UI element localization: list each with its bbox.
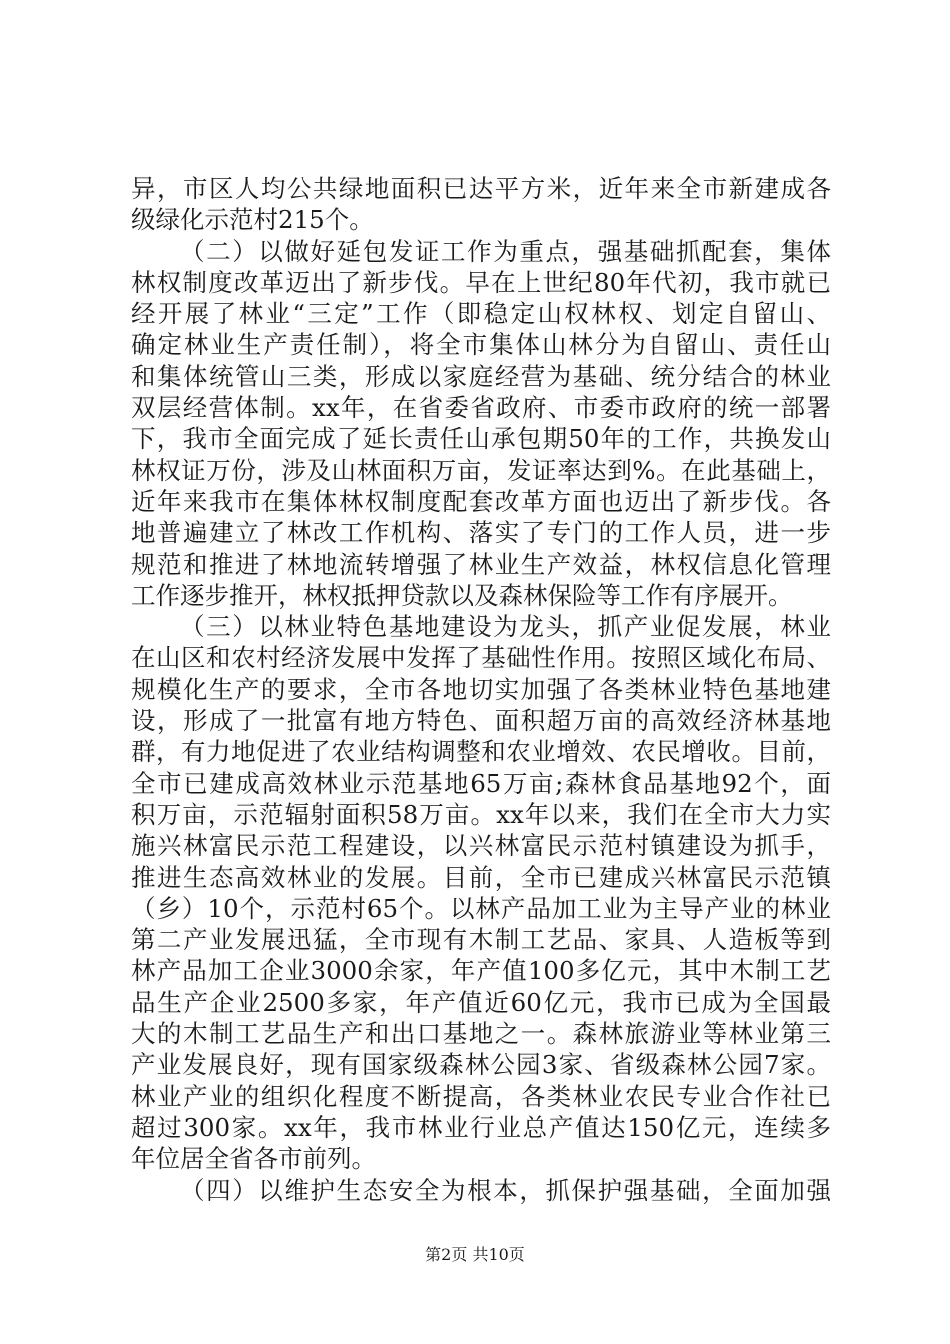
text-line: 工作逐步推开，林权抵押贷款以及森林保险等工作有序展开。 <box>131 580 793 610</box>
text-line: 双层经营体制。xx年，在省委省政府、市委市政府的统一部署 <box>131 393 831 423</box>
text-line: 和集体统管山三类，形成以家庭经营为基础、统分结合的林业 <box>131 361 831 391</box>
document-body <box>131 173 831 1206</box>
page-number-footer: 第2页 共10页 <box>425 1245 525 1264</box>
text-line: 超过300家。xx年，我市林业行业总产值达150亿元，连续多 <box>131 1112 831 1142</box>
text-line: （乡）10个，示范村65个。以林产品加工业为主导产业的林业 <box>131 893 831 923</box>
text-line: 近年来我市在集体林权制度配套改革方面也迈出了新步伐。各 <box>131 486 831 516</box>
text-line: 林权制度改革迈出了新步伐。早在上世纪80年代初，我市就已 <box>131 267 831 297</box>
text-line: 林权证万份，涉及山林面积万亩，发证率达到%。在此基础上， <box>131 455 831 485</box>
text-line: 林业产业的组织化程度不断提高，各类林业农民专业合作社已 <box>131 1081 831 1111</box>
text-line: 产业发展良好，现有国家级森林公园3家、省级森林公园7家。 <box>131 1050 831 1080</box>
text-line: 异，市区人均公共绿地面积已达平方米，近年来全市新建成各 <box>131 174 831 203</box>
text-line: 确定林业生产责任制），将全市集体山林分为自留山、责任山 <box>131 330 831 360</box>
text-line: 地普遍建立了林改工作机构、落实了专门的工作人员，进一步 <box>131 518 831 548</box>
text-line: 规范和推进了林地流转增强了林业生产效益，林权信息化管理 <box>131 549 831 579</box>
text-line: 品生产企业2500多家，年产值近60亿元，我市已成为全国最 <box>131 987 831 1017</box>
text-line: 林产品加工企业3000余家，年产值100多亿元，其中木制工艺 <box>131 956 831 986</box>
paragraph-start-line: （四）以维护生态安全为根本，抓保护强基础，全面加强 <box>180 1175 831 1205</box>
paragraph-start-line: （三）以林业特色基地建设为龙头，抓产业促发展，林业 <box>180 612 831 642</box>
text-line: 规模化生产的要求，全市各地切实加强了各类林业特色基地建 <box>131 674 831 704</box>
text-line: 积万亩，示范辐射面积58万亩。xx年以来，我们在全市大力实 <box>131 799 831 829</box>
text-line: 推进生态高效林业的发展。目前，全市已建成兴林富民示范镇 <box>131 862 831 892</box>
text-line: 群，有力地促进了农业结构调整和农业增效、农民增收。目前， <box>131 737 831 767</box>
text-line: 经开展了林业“三定”工作（即稳定山权林权、划定自留山、 <box>131 299 831 329</box>
paragraph-start-line: （二）以做好延包发证工作为重点，强基础抓配套，集体 <box>180 236 831 266</box>
text-line: 在山区和农村经济发展中发挥了基础性作用。按照区域化布局、 <box>131 643 831 673</box>
text-line: 下，我市全面完成了延长责任山承包期50年的工作，共换发山 <box>131 424 831 454</box>
text-line: 大的木制工艺品生产和出口基地之一。森林旅游业等林业第三 <box>131 1019 831 1049</box>
text-line: 施兴林富民示范工程建设，以兴林富民示范村镇建设为抓手， <box>131 831 831 861</box>
text-line: 第二产业发展迅猛，全市现有木制工艺品、家具、人造板等到 <box>131 925 831 955</box>
text-line: 级绿化示范村215个。 <box>131 205 374 235</box>
text-line: 设，形成了一批富有地方特色、面积超万亩的高效经济林基地 <box>131 706 831 736</box>
text-line: 全市已建成高效林业示范基地65万亩;森林食品基地92个，面 <box>131 768 831 798</box>
text-line: 年位居全省各市前列。 <box>131 1144 376 1174</box>
